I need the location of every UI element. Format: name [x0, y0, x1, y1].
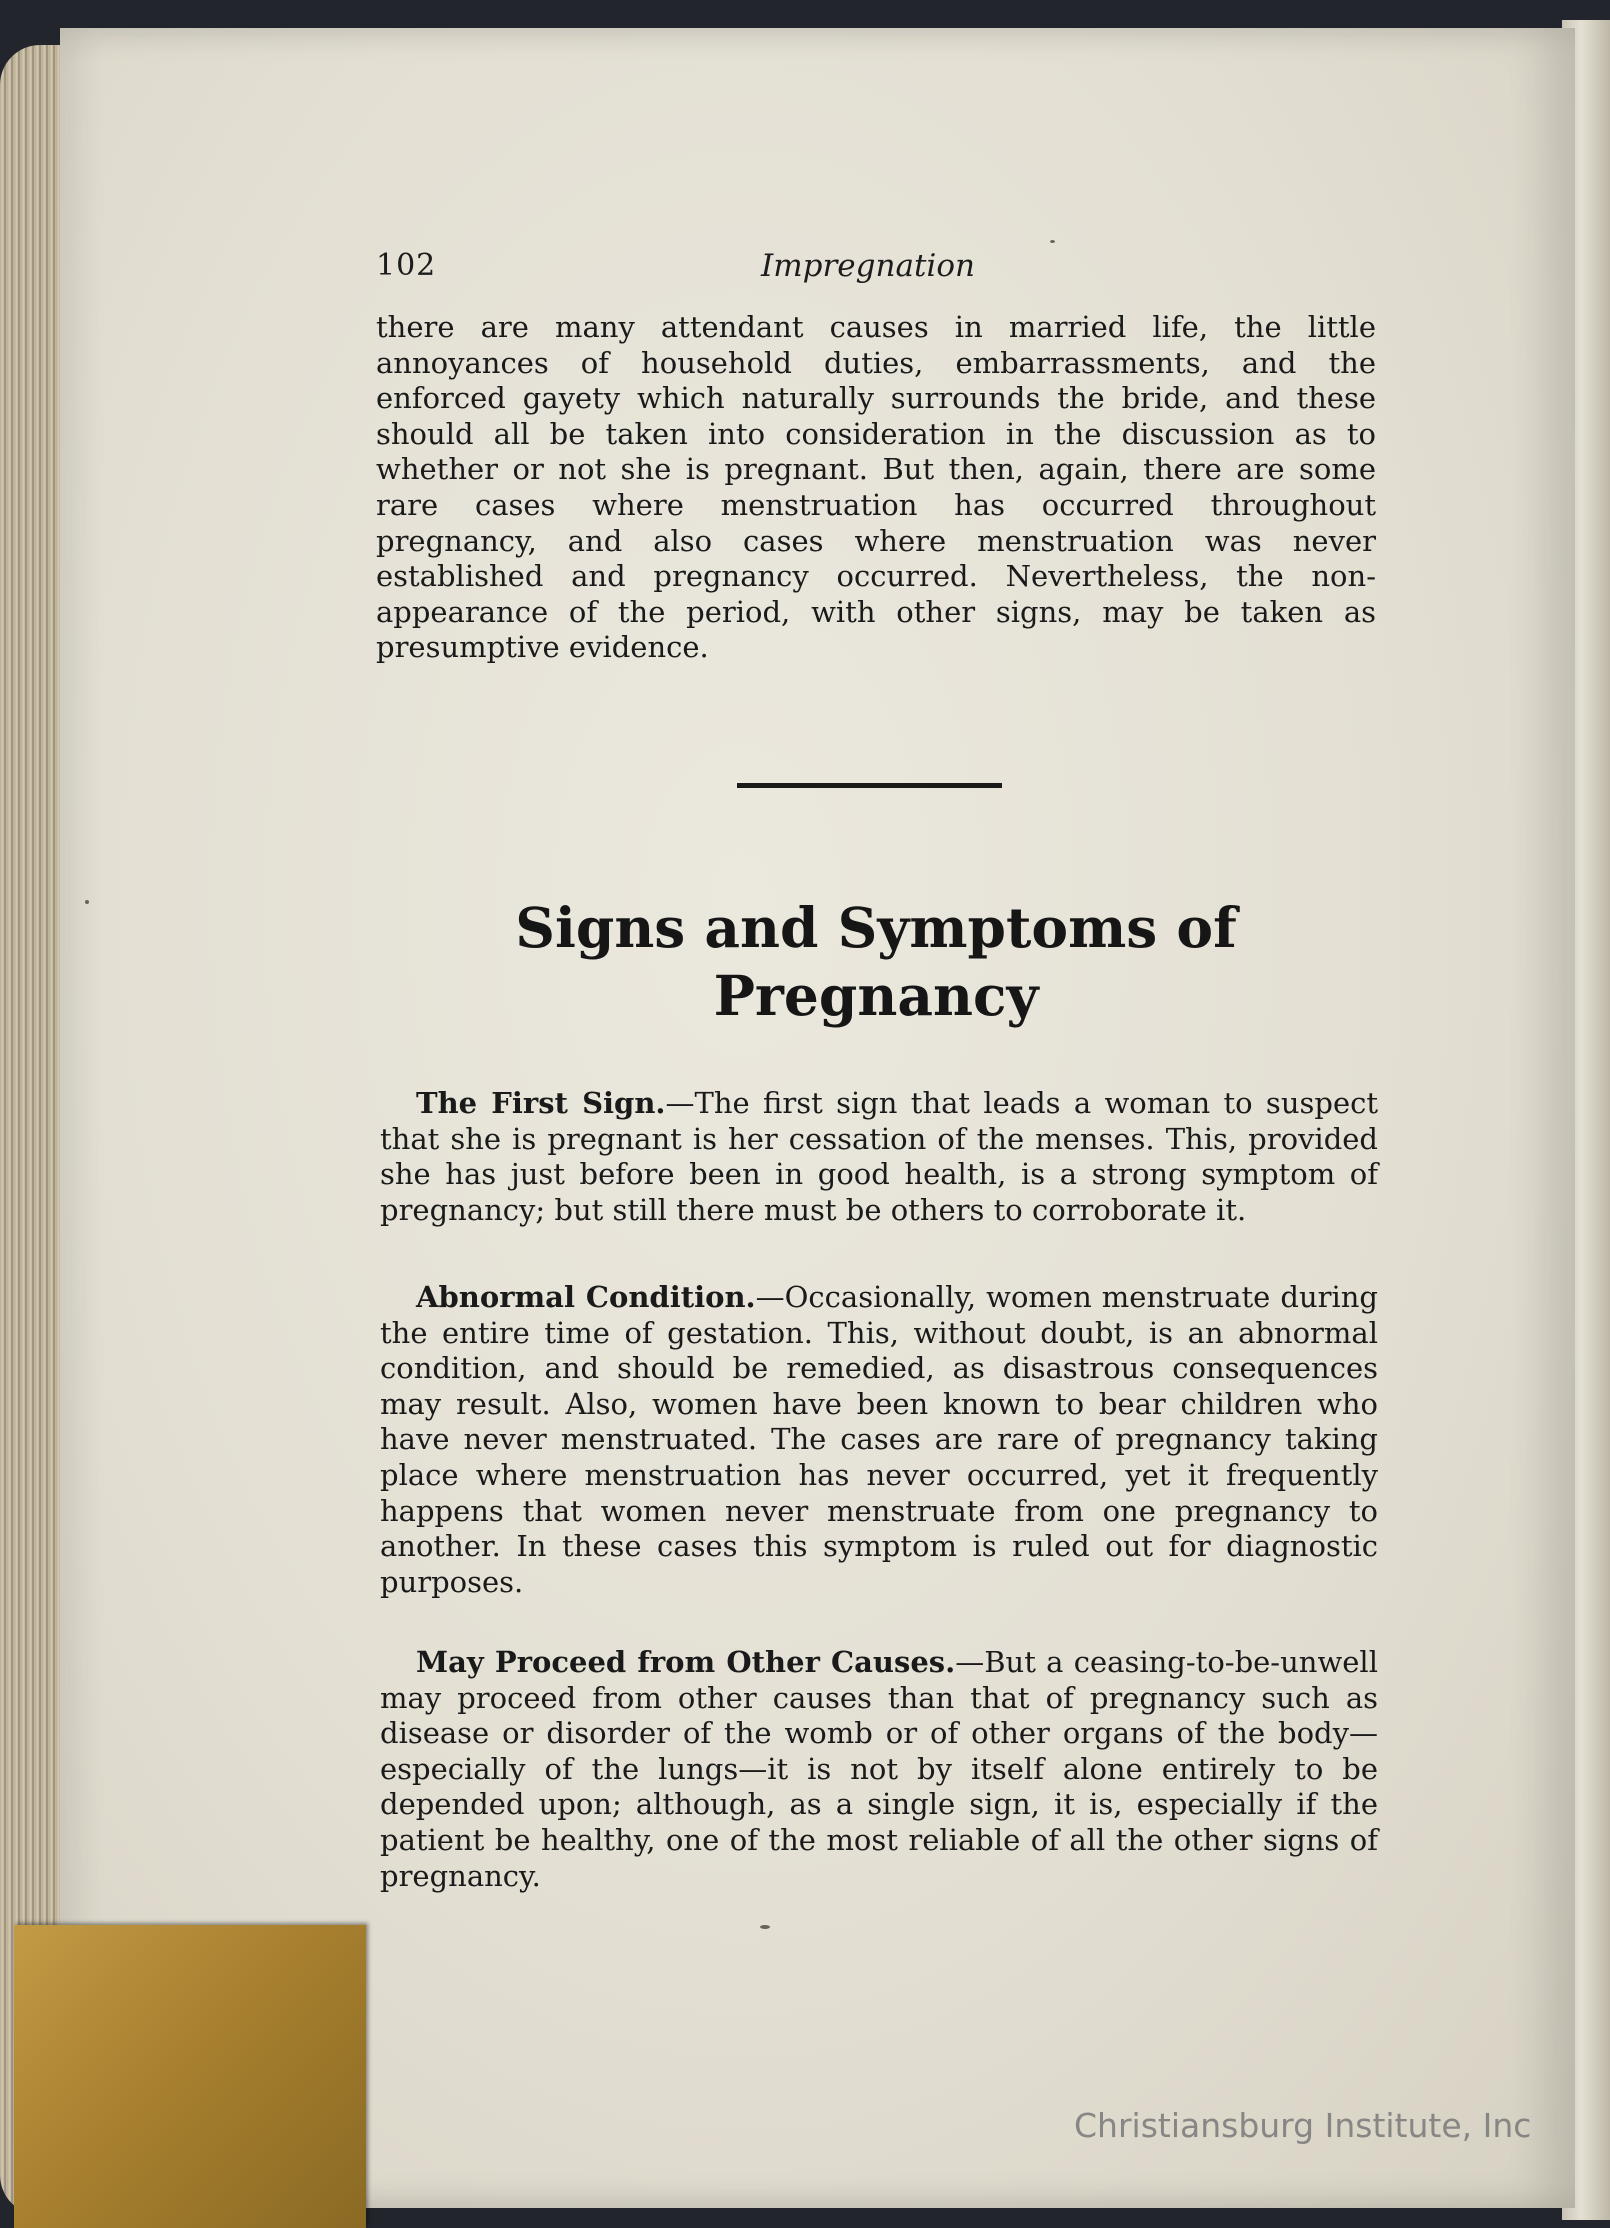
section-divider [737, 783, 1002, 788]
paragraph-body: —The first sign that leads a woman to suspect that she is pregnant is her cessation of the menses. This, provided she has just before been in good health, is a strong symptom of pregnancy; but still there must be others to corroborate it. [380, 1086, 1378, 1227]
paragraph-body: —But a ceasing-to-be-unwell may proceed from other causes than that of pregnancy such as disease or disorder of the womb or of other organs of the body—especially of the lungs—it is not by itself alone entirely to be depended upon; although, as a single sign, it is, especially if the patient be healthy, one of the most reliable of all the other signs of pregnancy. [380, 1645, 1378, 1893]
paper-speck [1050, 240, 1055, 243]
paragraph-other-causes [380, 1645, 1378, 1894]
paper-speck [85, 900, 89, 904]
paragraph-lead: Abnormal Condition. [416, 1280, 756, 1314]
gold-tab [14, 1925, 366, 2228]
paragraph-first-sign [380, 1086, 1378, 1228]
paragraph-body: —Occasionally, women menstruate during the entire time of gestation. This, without doubt, is an abnormal condition, and should be remedied, as disastrous consequences may result. Also, women have been known to bear children who have never menstruated. The cases are rare of pregnancy taking place where menstruation has never occurred, yet it frequently happens that women never menstruate from one pregnancy to another. In these cases this symptom is ruled out for diagnostic purposes. [380, 1280, 1378, 1599]
running-title: Impregnation [761, 248, 975, 284]
paragraph-lead: The First Sign. [416, 1086, 666, 1120]
running-head [376, 248, 1376, 288]
section-title-line1: Signs and Symptoms of [515, 895, 1237, 960]
paragraph-lead: May Proceed from Other Causes. [416, 1645, 956, 1679]
paper-speck [760, 1925, 770, 1929]
page-number: 102 [376, 248, 437, 283]
section-title-line2: Pregnancy [713, 963, 1039, 1028]
section-title [376, 894, 1376, 1030]
intro-paragraph: there are many attendant causes in married life, the little annoyances of household duties, embarrassments, and the enforced gayety which naturally surrounds the bride, and these should all be taken into consideration in the discussion as to whether or not she is pregnant. But then, again, there are some rare cases where menstruation has occurred throughout pregnancy, and also cases where menstruation was never established and pregnancy occurred. Nevertheless, the non-appearance of the period, with other signs, may be taken as presumptive evidence. [376, 310, 1376, 665]
paragraph-abnormal-condition [380, 1280, 1378, 1600]
watermark: Christiansburg Institute, Inc [1074, 2106, 1532, 2145]
